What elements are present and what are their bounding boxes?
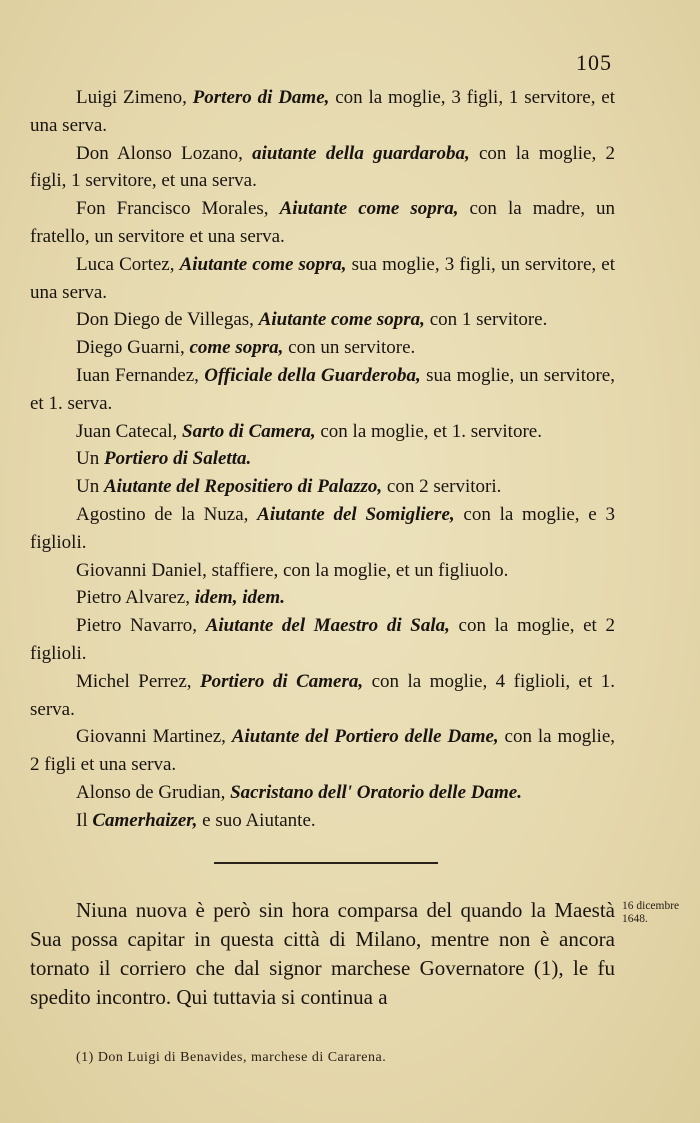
list-item <box>30 251 615 307</box>
person-name: Iuan Fernandez, <box>76 364 205 386</box>
section-divider <box>214 862 438 864</box>
person-name: Luigi Zimeno, <box>76 87 193 108</box>
person-name: Agostino de la Nuza, <box>76 503 258 525</box>
household-details: e suo Aiutante. <box>197 809 316 831</box>
list-item <box>30 306 615 334</box>
list-item <box>30 807 615 835</box>
footnote: (1) Don Luigi di Benavides, marchese di Cararena. <box>76 1050 387 1065</box>
person-role: Portero di Dame, <box>192 87 330 108</box>
household-entries-list <box>30 84 615 835</box>
person-name: Michel Perrez, <box>76 670 201 692</box>
household-details: con la moglie, 3 figli, 1 servitore, et una serva. <box>30 87 615 136</box>
person-name: Luca Cortez, <box>76 253 180 275</box>
list-item <box>30 140 615 196</box>
list-item <box>30 779 615 807</box>
person-role: Sarto di Camera, <box>182 420 316 442</box>
person-name: Giovanni Daniel, <box>76 559 212 581</box>
body-paragraph: Niuna nuova è però sin hora comparsa del quando la Maestà Sua possa capitar in questa città di Milano, mentre non è ancora tornato il corriero che dal signor marchese Governatore (1), le fu spedito incontro. Qui tuttavia si continua a <box>30 898 615 1009</box>
person-role: come sopra, <box>189 337 284 359</box>
list-item <box>30 473 615 501</box>
person-name: Un <box>76 476 104 498</box>
person-name: Alonso de Grudian, <box>76 781 231 803</box>
household-details: con la madre, un fratello, un servitore et una serva. <box>30 198 616 247</box>
person-role: idem, idem. <box>194 587 285 609</box>
household-details: con 1 servitore. <box>424 309 548 331</box>
household-details: con la moglie, 4 figlioli, et 1. serva. <box>30 670 615 720</box>
person-role: Camerhaizer, <box>92 809 198 831</box>
person-role: Portiero di Saletta. <box>103 448 252 470</box>
list-item <box>30 584 615 612</box>
person-name: Il <box>76 809 93 831</box>
household-details: con un servitore. <box>283 337 416 359</box>
household-details: con 2 servitori. <box>382 476 502 498</box>
person-name: Giovanni Martinez, <box>76 726 232 748</box>
person-role: Portiero di Camera, <box>200 670 364 692</box>
person-name: Diego Guarni, <box>76 337 190 359</box>
person-name: Juan Catecal, <box>76 420 183 442</box>
page-number: 105 <box>576 50 612 75</box>
list-item <box>30 334 615 362</box>
list-item <box>30 557 615 585</box>
person-name: Don Diego de Villegas, <box>76 309 259 331</box>
person-role: Officiale della Guarderoba, <box>204 364 421 386</box>
household-details: sua moglie, 3 figli, un servitore, et una serva. <box>30 253 615 303</box>
list-item <box>30 612 615 668</box>
person-role: Aiutante del Somigliere, <box>257 503 455 525</box>
person-role: Sacristano dell' Oratorio delle Dame. <box>230 781 522 803</box>
margin-date-note: 16 dicembre 1648. <box>622 900 680 925</box>
list-item <box>30 445 615 473</box>
list-item <box>30 84 615 140</box>
list-item <box>30 668 615 724</box>
person-name: Pietro Alvarez, <box>76 587 195 609</box>
person-role: Aiutante come sopra, <box>179 253 347 275</box>
person-name: Don Alonso Lozano, <box>76 142 253 164</box>
person-name: Fon Francisco Morales, <box>76 198 280 220</box>
list-item <box>30 362 615 418</box>
household-details: staffiere, con la moglie, et un figliuolo. <box>211 559 509 581</box>
person-role: aiutante della guardaroba, <box>252 142 470 164</box>
household-details: con la moglie, e 3 figlioli. <box>30 503 615 553</box>
household-details: con la moglie, et 1. servitore. <box>315 420 542 442</box>
person-role: Aiutante del Repositiero di Palazzo, <box>103 476 383 498</box>
list-item <box>30 195 615 251</box>
person-name: Un <box>76 448 104 470</box>
person-role: Aiutante del Maestro di Sala, <box>205 615 450 637</box>
household-details: con la moglie, et 2 figlioli. <box>30 615 615 664</box>
person-role: Aiutante come sopra, <box>258 309 425 331</box>
list-item <box>30 501 615 557</box>
list-item <box>30 723 615 779</box>
person-name: Pietro Navarro, <box>76 615 206 637</box>
household-details: con la moglie, 2 figli, 1 servitore, et una serva. <box>30 142 615 192</box>
household-details: sua moglie, un servitore, et 1. serva. <box>30 364 615 414</box>
list-item <box>30 418 615 446</box>
household-details: con la moglie, 2 figli et una serva. <box>30 726 616 776</box>
person-role: Aiutante come sopra, <box>279 198 459 220</box>
person-role: Aiutante del Portiero delle Dame, <box>231 726 499 748</box>
